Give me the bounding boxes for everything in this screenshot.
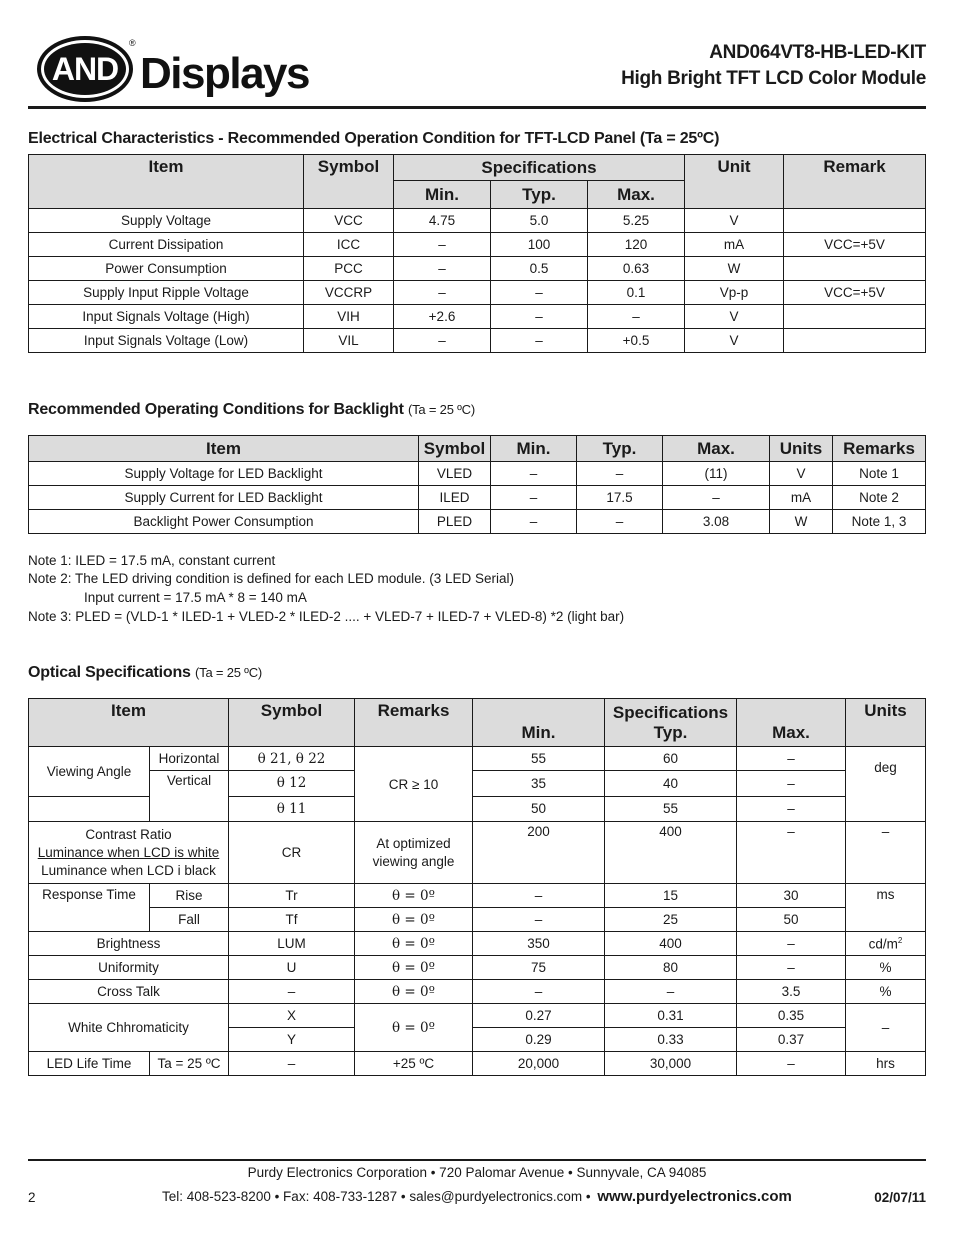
cell-min: 200 (473, 822, 605, 884)
note-2-detail: Input current = 17.5 mA * 8 = 140 mA (84, 590, 307, 605)
backlight-section-title (28, 401, 475, 419)
cell-item: Supply Voltage (29, 209, 304, 233)
cell-typ: 55 (605, 796, 737, 822)
bl-header-symbol: Symbol (419, 436, 491, 462)
cell-max: 0.63 (588, 257, 685, 281)
cell-unit: mA (685, 233, 784, 257)
cell-typ: – (577, 510, 663, 534)
cell-units: W (770, 510, 833, 534)
fall-remark: θ = 0º (355, 908, 473, 932)
table-row (29, 281, 926, 305)
bl-header-max: Max. (663, 436, 770, 462)
cell-max: (11) (663, 462, 770, 486)
cell-symbol: – (229, 980, 355, 1004)
cell-symbol: X (229, 1004, 355, 1028)
cell-remark: VCC=+5V (784, 233, 926, 257)
col-header-remark: Remark (784, 155, 926, 209)
cell-item: Current Dissipation (29, 233, 304, 257)
cell-max: – (588, 305, 685, 329)
electrical-section-title: Electrical Characteristics - Recommended Operation Condition for TFT-LCD Panel (Ta = 25ºC) (28, 130, 720, 147)
opt-header-symbol: Symbol (229, 699, 355, 747)
col-header-unit: Unit (685, 155, 784, 209)
svg-text:Displays: Displays (140, 49, 309, 98)
cell-typ: 5.0 (491, 209, 588, 233)
footer-divider (28, 1159, 926, 1161)
cell-min: 35 (473, 771, 605, 797)
cell-typ: 400 (605, 932, 737, 956)
cell-typ: – (491, 281, 588, 305)
white-chromaticity-remark: θ = 0º (355, 1004, 473, 1052)
table-row (29, 822, 926, 884)
viewing-angle-units: deg (846, 747, 926, 822)
document-model-number: AND064VT8-HB-LED-KIT (709, 42, 926, 63)
cell-typ: 0.31 (605, 1004, 737, 1028)
horizontal-label: Horizontal (150, 747, 229, 771)
cell-symbol: LUM (229, 932, 355, 956)
optical-specifications-table (28, 698, 926, 1076)
table-row (29, 771, 926, 797)
table-row (29, 329, 926, 353)
cell-symbol: VCC (304, 209, 394, 233)
cell-item: Input Signals Voltage (High) (29, 305, 304, 329)
note-1: Note 1: ILED = 17.5 mA, constant current (28, 553, 276, 568)
cell-item: Supply Voltage for LED Backlight (29, 462, 419, 486)
svg-text:®: ® (129, 38, 136, 48)
opt-header-specifications: Specifications (612, 702, 729, 722)
led-life-label: LED Life Time (29, 1052, 150, 1076)
brightness-units-sup: 2 (897, 935, 903, 945)
cell-min: 0.27 (473, 1004, 605, 1028)
horizontal-symbol: θ 21, θ 22 (229, 747, 355, 771)
cell-symbol: VIH (304, 305, 394, 329)
bl-header-units: Units (770, 436, 833, 462)
cell-max: – (737, 1052, 846, 1076)
cell-min: – (394, 257, 491, 281)
fall-symbol: Tf (229, 908, 355, 932)
cell-typ: 80 (605, 956, 737, 980)
table-row (29, 1052, 926, 1076)
cell-symbol: PCC (304, 257, 394, 281)
table-row (29, 1004, 926, 1028)
cell-units: – (846, 822, 926, 884)
cell-remark: +25 ºC (355, 1052, 473, 1076)
cell-remark (784, 257, 926, 281)
cell-typ: 40 (605, 771, 737, 797)
bl-header-item: Item (29, 436, 419, 462)
cell-typ: – (577, 462, 663, 486)
contrast-remark-line2: viewing angle (372, 853, 455, 869)
opt-header-remarks: Remarks (355, 699, 473, 747)
brightness-units: cd/m (868, 936, 898, 952)
cell-max: 3.5 (737, 980, 846, 1004)
cell-symbol: Y (229, 1028, 355, 1052)
white-chromaticity-label: White Chhromaticity (29, 1004, 229, 1052)
document-title: High Bright TFT LCD Color Module (621, 68, 926, 89)
bl-header-remarks: Remarks (833, 436, 926, 462)
cell-units: mA (770, 486, 833, 510)
cell-remarks: Note 1 (833, 462, 926, 486)
table-row (29, 486, 926, 510)
cell-min: 20,000 (473, 1052, 605, 1076)
cell-max: – (737, 796, 846, 822)
white-chromaticity-units: – (846, 1004, 926, 1052)
cell-min: 55 (473, 747, 605, 771)
contrast-remark (355, 822, 473, 884)
cell-min: – (394, 233, 491, 257)
table-row (29, 305, 926, 329)
opt-header-spec-typ (605, 699, 737, 747)
cell-symbol: VLED (419, 462, 491, 486)
opt-header-min: Min. (473, 699, 605, 747)
rise-label: Rise (150, 884, 229, 908)
table-row (29, 747, 926, 771)
note-3: Note 3: PLED = (VLD-1 * ILED-1 + VLED-2 * ILED-2 .... + VLED-7 + ILED-7 + VLED-8) *2 (light bar) (28, 609, 625, 624)
brightness-label: Brightness (29, 932, 229, 956)
cell-item: Input Signals Voltage (Low) (29, 329, 304, 353)
cell-typ: 15 (605, 884, 737, 908)
backlight-conditions-table (28, 435, 926, 534)
bl-header-min: Min. (491, 436, 577, 462)
and-displays-logo (36, 34, 336, 104)
luminance-white-label: Luminance when LCD is white (37, 844, 220, 860)
cell-typ: 17.5 (577, 486, 663, 510)
footer-address: Purdy Electronics Corporation • 720 Palomar Avenue • Sunnyvale, CA 94085 (247, 1165, 707, 1180)
blank-cell (29, 796, 150, 822)
cell-max: 0.1 (588, 281, 685, 305)
viewing-angle-remark: CR ≥ 10 (355, 747, 473, 822)
cell-remark: θ = 0º (355, 956, 473, 980)
table-row (29, 510, 926, 534)
cell-min: – (473, 980, 605, 1004)
cell-units: % (846, 956, 926, 980)
cell-unit: Vp-p (685, 281, 784, 305)
document-date: 02/07/11 (874, 1190, 926, 1205)
table-row (29, 233, 926, 257)
opt-header-units: Units (846, 699, 926, 747)
contrast-symbol: CR (229, 822, 355, 884)
cell-min: 50 (473, 796, 605, 822)
cell-min: +2.6 (394, 305, 491, 329)
contrast-remark-line1: At optimized (376, 835, 451, 851)
cell-unit: V (685, 305, 784, 329)
svg-text:AND: AND (51, 51, 119, 87)
optical-section-title (28, 664, 262, 682)
footer-contact-text: Tel: 408-523-8200 • Fax: 408-733-1287 • sales@purdyelectronics.com • (162, 1189, 591, 1204)
cell-max: 0.37 (737, 1028, 846, 1052)
cell-max: +0.5 (588, 329, 685, 353)
cell-typ: 0.33 (605, 1028, 737, 1052)
brightness-units-cell (846, 932, 926, 956)
cell-symbol: VIL (304, 329, 394, 353)
table-row (29, 209, 926, 233)
cell-remark (784, 209, 926, 233)
rise-symbol: Tr (229, 884, 355, 908)
cell-remark: VCC=+5V (784, 281, 926, 305)
table-row (29, 884, 926, 908)
page-number: 2 (28, 1190, 36, 1205)
cell-max: 120 (588, 233, 685, 257)
cell-symbol: VCCRP (304, 281, 394, 305)
cell-symbol: U (229, 956, 355, 980)
optical-title-text: Optical Specifications (28, 664, 191, 681)
cross-talk-label: Cross Talk (29, 980, 229, 1004)
cell-typ: 0.5 (491, 257, 588, 281)
col-header-symbol: Symbol (304, 155, 394, 209)
cell-units: V (770, 462, 833, 486)
table-row (29, 932, 926, 956)
cell-min: – (394, 281, 491, 305)
cell-min: – (491, 462, 577, 486)
cell-typ: 25 (605, 908, 737, 932)
cell-item: Power Consumption (29, 257, 304, 281)
vertical-label-cell (150, 771, 229, 822)
cell-unit: V (685, 209, 784, 233)
cell-remark: θ = 0º (355, 980, 473, 1004)
opt-header-typ: Typ. (653, 722, 688, 742)
cell-max: – (737, 747, 846, 771)
table-row (29, 908, 926, 932)
vertical-label: Vertical (166, 773, 212, 788)
cell-remarks: Note 1, 3 (833, 510, 926, 534)
fall-label: Fall (150, 908, 229, 932)
cell-item: Supply Current for LED Backlight (29, 486, 419, 510)
rise-remark: θ = 0º (355, 884, 473, 908)
cell-max: 30 (737, 884, 846, 908)
cell-max: – (737, 956, 846, 980)
cell-remark: θ = 0º (355, 932, 473, 956)
footer-website-link[interactable]: www.purdyelectronics.com (597, 1188, 792, 1205)
cell-typ: 60 (605, 747, 737, 771)
vertical-symbol: θ 12 (229, 771, 355, 797)
table-row (29, 980, 926, 1004)
uniformity-label: Uniformity (29, 956, 229, 980)
cell-remark (784, 305, 926, 329)
cell-symbol: ILED (419, 486, 491, 510)
cell-max: – (737, 771, 846, 797)
cell-typ: 30,000 (605, 1052, 737, 1076)
col-header-min: Min. (394, 181, 491, 209)
cell-min: – (473, 884, 605, 908)
col-header-specifications: Specifications (394, 155, 685, 181)
cell-units: hrs (846, 1052, 926, 1076)
optical-title-condition: (Ta = 25 ºC) (195, 665, 263, 680)
cell-remark (784, 329, 926, 353)
cell-max: 0.35 (737, 1004, 846, 1028)
luminance-black-label: Luminance when LCD i black (41, 862, 216, 878)
cell-max: 5.25 (588, 209, 685, 233)
backlight-title-condition: (Ta = 25 ºC) (407, 402, 475, 417)
col-header-max: Max. (588, 181, 685, 209)
vertical-symbol-2: θ 11 (229, 796, 355, 822)
contrast-ratio-label (29, 822, 229, 884)
table-row (29, 257, 926, 281)
contrast-ratio-title: Contrast Ratio (85, 826, 172, 842)
cell-min: 350 (473, 932, 605, 956)
cell-max: – (737, 822, 846, 884)
table-row (29, 462, 926, 486)
opt-header-item: Item (29, 699, 229, 747)
col-header-typ: Typ. (491, 181, 588, 209)
cell-min: – (473, 908, 605, 932)
cell-max: 50 (737, 908, 846, 932)
bl-header-typ: Typ. (577, 436, 663, 462)
cell-unit: V (685, 329, 784, 353)
cell-max: 3.08 (663, 510, 770, 534)
cell-typ: – (605, 980, 737, 1004)
cell-typ: 100 (491, 233, 588, 257)
cell-max: – (737, 932, 846, 956)
cell-max: – (663, 486, 770, 510)
table-row (29, 956, 926, 980)
cell-min: – (394, 329, 491, 353)
cell-min: – (491, 510, 577, 534)
cell-item: Supply Input Ripple Voltage (29, 281, 304, 305)
cell-typ: 400 (605, 822, 737, 884)
footer-contact (162, 1188, 792, 1205)
cell-typ: – (491, 305, 588, 329)
note-2: Note 2: The LED driving condition is defined for each LED module. (3 LED Serial) (28, 571, 515, 586)
cell-min: 4.75 (394, 209, 491, 233)
led-life-condition: Ta = 25 ºC (150, 1052, 229, 1076)
cell-units: % (846, 980, 926, 1004)
cell-symbol: PLED (419, 510, 491, 534)
cell-min: 0.29 (473, 1028, 605, 1052)
response-time-label: Response Time (29, 884, 150, 932)
cell-symbol: ICC (304, 233, 394, 257)
col-header-item: Item (29, 155, 304, 209)
header-divider (28, 106, 926, 109)
opt-header-max: Max. (737, 699, 846, 747)
viewing-angle-label: Viewing Angle (29, 747, 150, 797)
cell-min: – (491, 486, 577, 510)
cell-remarks: Note 2 (833, 486, 926, 510)
cell-min: 75 (473, 956, 605, 980)
cell-symbol: – (229, 1052, 355, 1076)
electrical-characteristics-table (28, 154, 926, 353)
cell-item: Backlight Power Consumption (29, 510, 419, 534)
cell-unit: W (685, 257, 784, 281)
response-time-units: ms (846, 884, 926, 932)
backlight-title-text: Recommended Operating Conditions for Backlight (28, 401, 404, 418)
cell-typ: – (491, 329, 588, 353)
